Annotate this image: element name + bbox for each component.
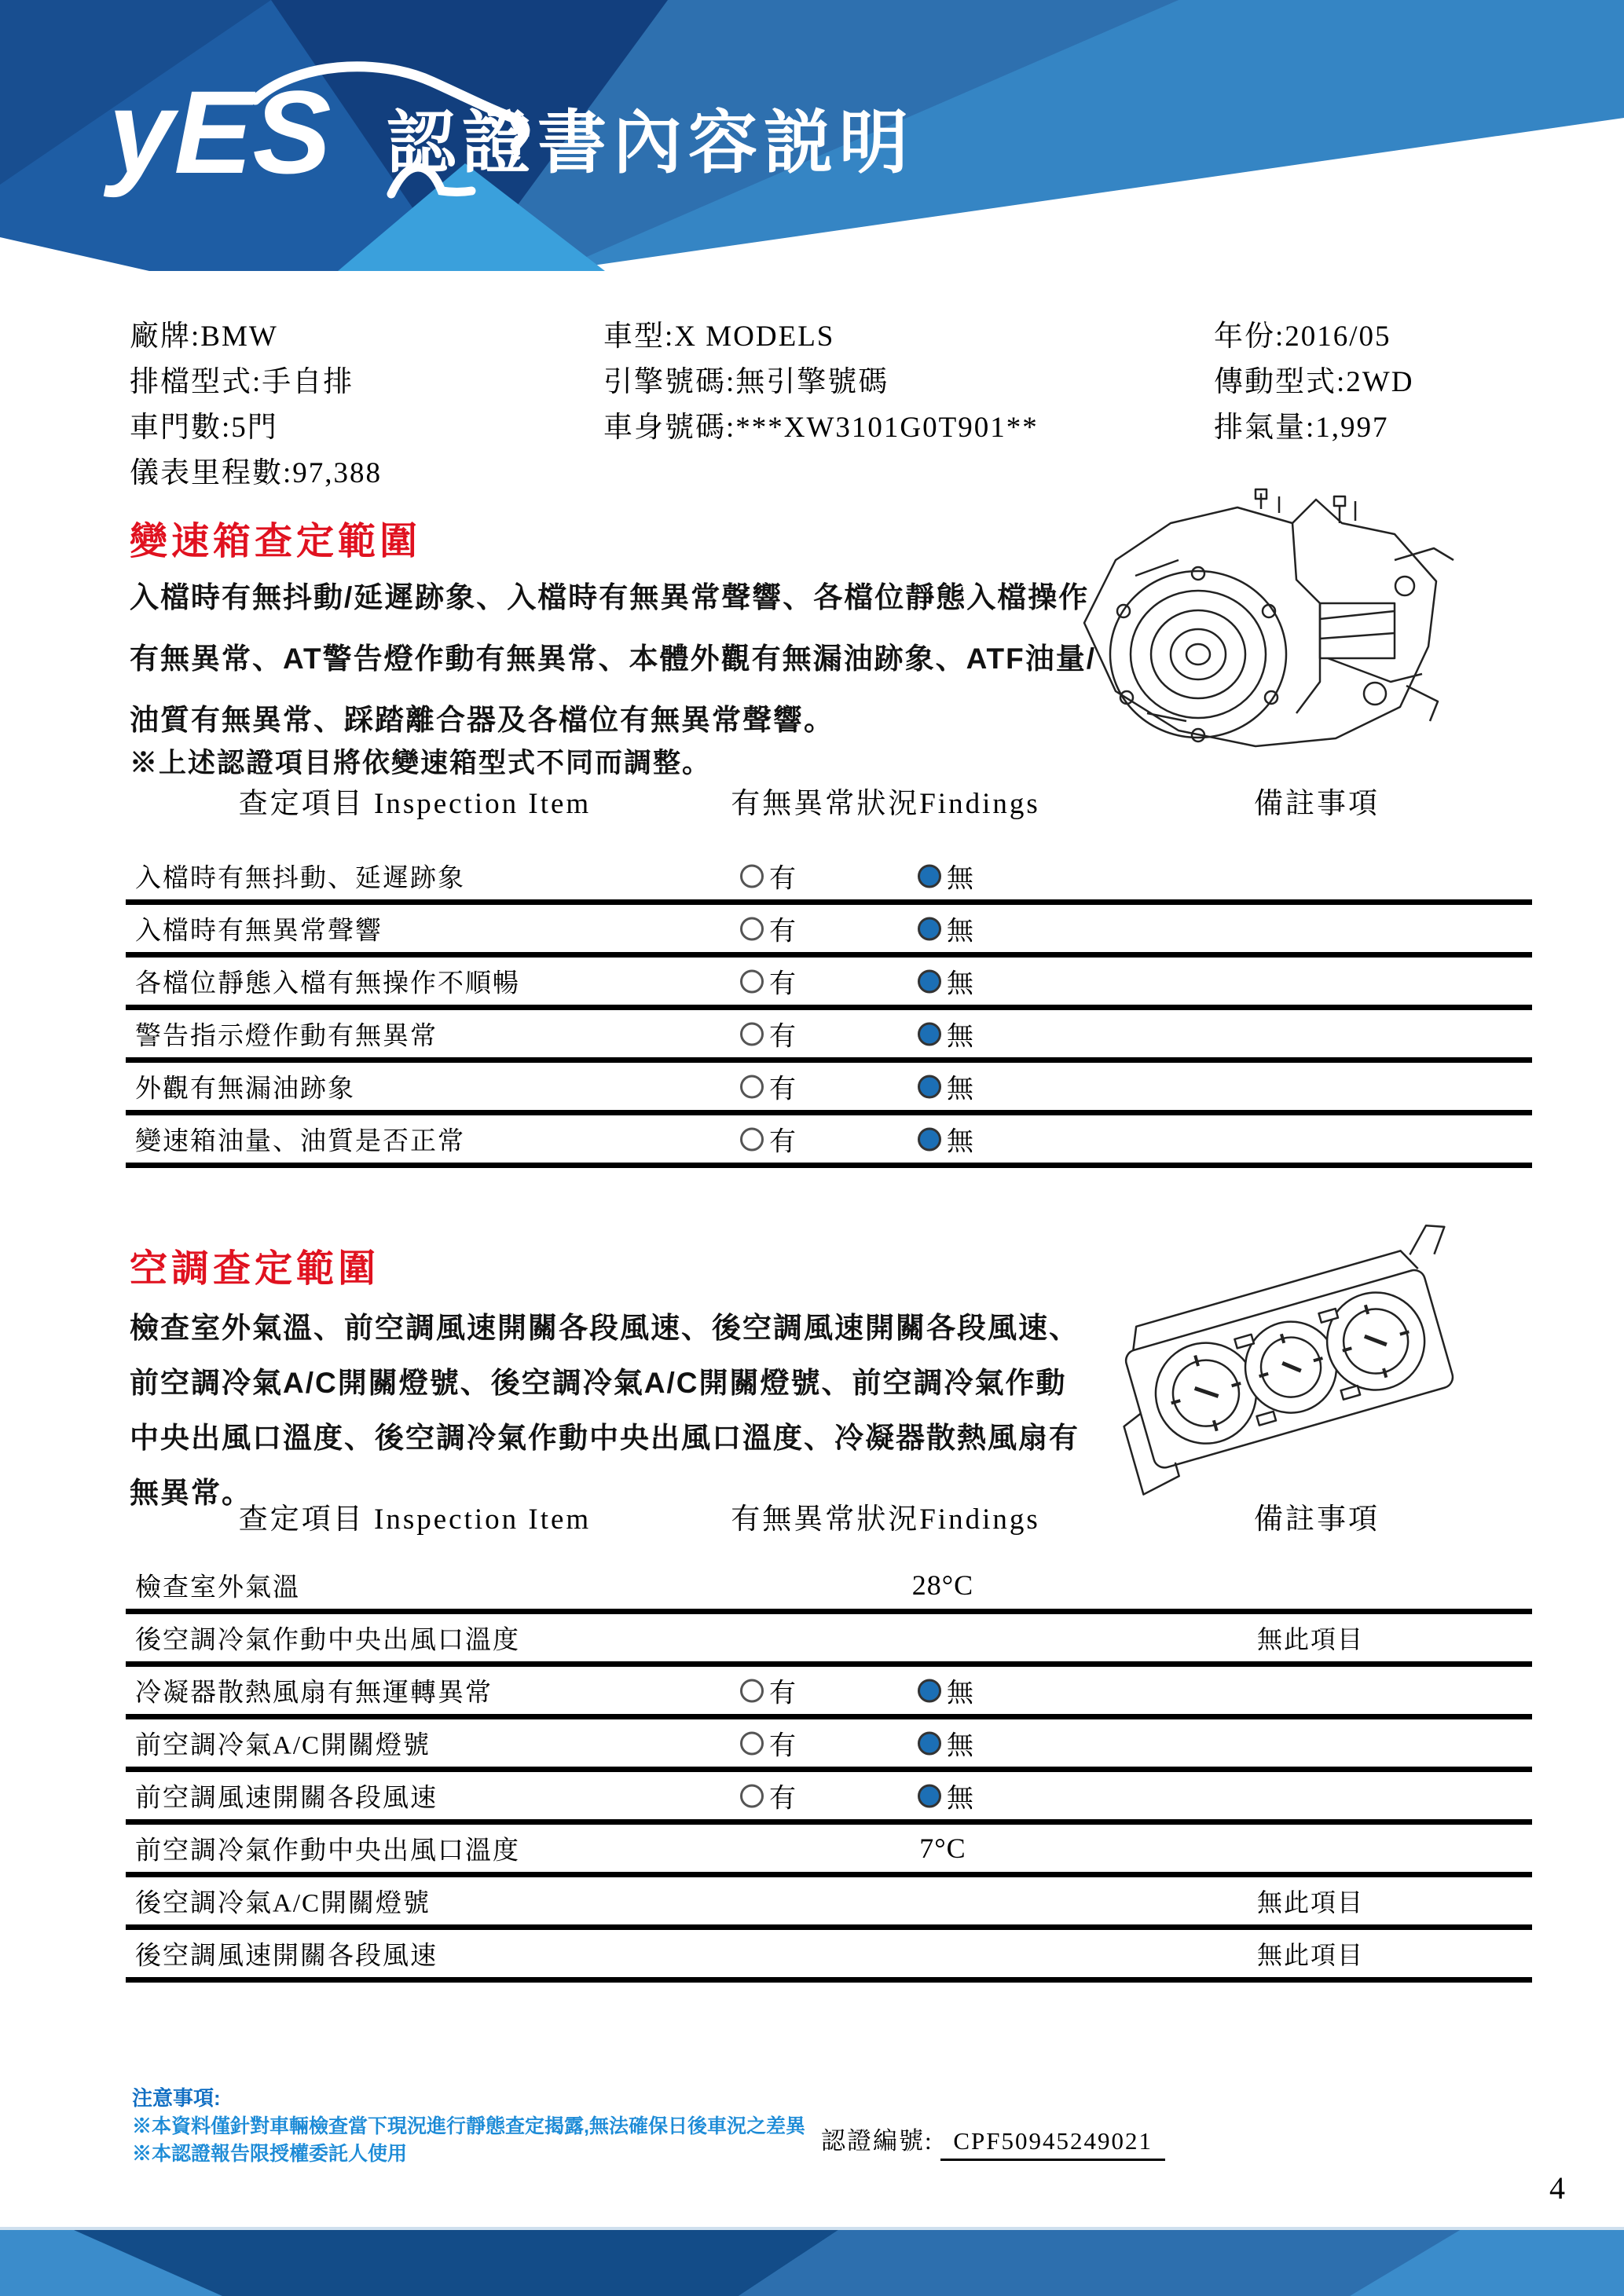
transmission-note: ※上述認證項目將依變速箱型式不同而調整。 xyxy=(130,748,712,778)
table-row xyxy=(126,1772,1532,1825)
radio-option-label: 有 xyxy=(769,864,796,894)
findings-radio-group xyxy=(126,852,1532,899)
radio-option[interactable] xyxy=(918,1015,973,1053)
radio-option-label: 無 xyxy=(947,969,973,999)
table-row xyxy=(126,1719,1532,1772)
row-item-label: 冷凝器散熱風扇有無運轉異常 xyxy=(135,1679,493,1708)
radio-option-label: 無 xyxy=(947,1731,973,1761)
page-title: 認證書內容説明 xyxy=(387,104,915,181)
radio-unselected-icon[interactable] xyxy=(740,1784,764,1807)
yes-logo-text: yES xyxy=(108,66,332,198)
row-item-label: 檢查室外氣溫 xyxy=(135,1573,300,1602)
footer-notes xyxy=(132,2083,805,2168)
vehicle-info-col-3 xyxy=(1214,314,1413,451)
radio-option-label: 有 xyxy=(769,917,796,947)
aircon-table-header xyxy=(126,1495,1532,1542)
radio-option-label: 無 xyxy=(947,1127,973,1157)
col-header-remarks: 備註事項 xyxy=(1254,1503,1380,1536)
text-line: 年份:2016/05 xyxy=(1214,320,1391,353)
radio-option-label: 有 xyxy=(769,1784,796,1814)
row-remark: 無此項目 xyxy=(1257,1625,1365,1653)
text-line: 車門數:5門 xyxy=(130,412,278,444)
table-row xyxy=(126,1667,1532,1719)
radio-option[interactable] xyxy=(740,1067,796,1106)
finding-value: 7°C xyxy=(919,1833,966,1864)
text-line: 廠牌:BMW xyxy=(130,320,278,353)
radio-option[interactable] xyxy=(740,962,796,1001)
radio-option[interactable] xyxy=(918,910,973,948)
radio-option-label: 有 xyxy=(769,1731,796,1761)
row-item-label: 前空調冷氣作動中央出風口溫度 xyxy=(135,1836,520,1866)
radio-unselected-icon[interactable] xyxy=(740,1731,764,1755)
finding-value: 28°C xyxy=(911,1569,974,1601)
radio-option-label: 有 xyxy=(769,1679,796,1708)
radio-option-label: 有 xyxy=(769,1022,796,1052)
radio-unselected-icon[interactable] xyxy=(740,1075,764,1098)
vehicle-info-col-2 xyxy=(603,314,1039,451)
col-header-findings: 有無異常狀況Findings xyxy=(731,1503,1040,1536)
row-item-label: 警告指示燈作動有無異常 xyxy=(135,1022,438,1051)
table-row xyxy=(126,852,1532,905)
transmission-illustration xyxy=(1061,485,1469,756)
radio-selected-icon[interactable] xyxy=(918,1731,941,1755)
table-row xyxy=(126,1930,1532,1983)
transmission-description xyxy=(130,567,1096,751)
table-row xyxy=(126,1614,1532,1667)
vehicle-info-col-1 xyxy=(130,314,382,496)
radio-option[interactable] xyxy=(918,1724,973,1763)
findings-radio-group xyxy=(126,1115,1532,1163)
aircon-section-title: 空調查定範圍 xyxy=(130,1248,380,1290)
row-item-label: 變速箱油量、油質是否正常 xyxy=(135,1127,465,1156)
radio-option-label: 有 xyxy=(769,969,796,999)
radio-option[interactable] xyxy=(740,910,796,948)
table-row xyxy=(126,1063,1532,1115)
text-line: 油質有無異常、踩踏離合器及各檔位有無異常聲響。 xyxy=(130,704,834,736)
page-number: 4 xyxy=(1549,2170,1565,2206)
radio-option-label: 無 xyxy=(947,1679,973,1708)
row-item-label: 外觀有無漏油跡象 xyxy=(135,1075,355,1104)
row-item-label: 後空調冷氣A/C開關燈號 xyxy=(135,1889,431,1918)
text-line: 無異常。 xyxy=(130,1477,252,1509)
text-line: 前空調冷氣A/C開關燈號、後空調冷氣A/C開關燈號、前空調冷氣作動 xyxy=(130,1367,1067,1399)
radio-option[interactable] xyxy=(918,857,973,895)
radio-option-label: 有 xyxy=(769,1075,796,1104)
ac-panel-illustration xyxy=(1088,1214,1489,1496)
radio-unselected-icon[interactable] xyxy=(740,1679,764,1702)
radio-option-label: 無 xyxy=(947,1784,973,1814)
text-line: ※本認證報告限授權委託人使用 xyxy=(132,2143,408,2165)
text-line: 中央出風口溫度、後空調冷氣作動中央出風口溫度、冷凝器散熱風扇有 xyxy=(130,1422,1080,1454)
table-row xyxy=(126,1877,1532,1930)
radio-option[interactable] xyxy=(918,1672,973,1710)
transmission-table xyxy=(126,852,1532,1168)
row-item-label: 後空調冷氣作動中央出風口溫度 xyxy=(135,1626,520,1655)
certificate-number-row xyxy=(821,2121,1165,2161)
radio-option[interactable] xyxy=(740,1672,796,1710)
table-row xyxy=(126,905,1532,958)
text-line: 檢查室外氣溫、前空調風速開關各段風速、後空調風速開關各段風速、 xyxy=(130,1312,1080,1344)
col-header-findings: 有無異常狀況Findings xyxy=(731,788,1040,820)
radio-option[interactable] xyxy=(918,962,973,1001)
radio-selected-icon[interactable] xyxy=(918,1127,941,1151)
radio-selected-icon[interactable] xyxy=(918,969,941,993)
text-line: 有無異常、AT警告燈作動有無異常、本體外觀有無漏油跡象、ATF油量/ xyxy=(130,643,1097,675)
findings-radio-group xyxy=(126,1719,1532,1767)
radio-selected-icon[interactable] xyxy=(918,1679,941,1702)
certificate-number-value: CPF50945249021 xyxy=(940,2127,1165,2161)
radio-unselected-icon[interactable] xyxy=(740,969,764,993)
text-line: 傳動型式:2WD xyxy=(1214,366,1414,398)
row-item-label: 入檔時有無抖動、延遲跡象 xyxy=(135,864,465,893)
radio-unselected-icon[interactable] xyxy=(740,917,764,940)
findings-radio-group xyxy=(126,958,1532,1005)
radio-option-label: 無 xyxy=(947,1075,973,1104)
row-remark: 無此項目 xyxy=(1257,1941,1365,1969)
transmission-section-title: 變速箱查定範圍 xyxy=(130,521,422,562)
col-header-inspection-item: 查定項目 Inspection Item xyxy=(238,788,592,820)
text-line: ※本資料僅針對車輛檢查當下現況進行靜態查定揭露,無法確保日後車況之差異 xyxy=(132,2115,805,2137)
notes-title: 注意事項: xyxy=(132,2086,221,2110)
radio-option[interactable] xyxy=(918,1067,973,1106)
header-banner xyxy=(0,0,1624,271)
text-line: 引擎號碼:無引擎號碼 xyxy=(603,366,889,398)
col-header-remarks: 備註事項 xyxy=(1254,788,1380,820)
findings-radio-group xyxy=(126,1063,1532,1110)
table-row xyxy=(126,1562,1532,1614)
radio-option[interactable] xyxy=(740,857,796,895)
table-row xyxy=(126,1010,1532,1063)
aircon-description xyxy=(130,1301,1080,1521)
radio-selected-icon[interactable] xyxy=(918,864,941,888)
table-row xyxy=(126,1115,1532,1168)
findings-radio-group xyxy=(126,1772,1532,1819)
transmission-table-header xyxy=(126,779,1532,826)
radio-option-label: 有 xyxy=(769,1127,796,1157)
table-row xyxy=(126,958,1532,1010)
text-line: 車身號碼:***XW3101G0T901** xyxy=(603,412,1039,444)
radio-selected-icon[interactable] xyxy=(918,1022,941,1045)
row-item-label: 各檔位靜態入檔有無操作不順暢 xyxy=(135,969,520,998)
text-line: 儀表里程數:97,388 xyxy=(130,457,383,489)
findings-radio-group xyxy=(126,905,1532,952)
radio-option[interactable] xyxy=(918,1120,973,1159)
radio-unselected-icon[interactable] xyxy=(740,1022,764,1045)
text-line: 入檔時有無抖動/延遲跡象、入檔時有無異常聲響、各檔位靜態入檔操作 xyxy=(130,581,1090,613)
radio-unselected-icon[interactable] xyxy=(740,864,764,888)
text-line: 排檔型式:手自排 xyxy=(130,366,354,398)
radio-option[interactable] xyxy=(740,1120,796,1159)
table-row xyxy=(126,1825,1532,1877)
text-line: 排氣量:1,997 xyxy=(1214,412,1389,444)
text-line: 車型:X MODELS xyxy=(603,320,835,353)
radio-selected-icon[interactable] xyxy=(918,917,941,940)
row-remark: 無此項目 xyxy=(1257,1888,1365,1917)
radio-option[interactable] xyxy=(740,1724,796,1763)
radio-option[interactable] xyxy=(918,1777,973,1815)
row-item-label: 前空調冷氣A/C開關燈號 xyxy=(135,1731,431,1760)
radio-option[interactable] xyxy=(740,1777,796,1815)
radio-selected-icon[interactable] xyxy=(918,1784,941,1807)
findings-radio-group xyxy=(126,1010,1532,1057)
radio-option-label: 無 xyxy=(947,864,973,894)
radio-option-label: 無 xyxy=(947,917,973,947)
findings-radio-group xyxy=(126,1667,1532,1714)
row-item-label: 入檔時有無異常聲響 xyxy=(135,917,383,946)
footer-banner-graphic xyxy=(0,2227,1624,2296)
radio-option-label: 無 xyxy=(947,1022,973,1052)
col-header-inspection-item: 查定項目 Inspection Item xyxy=(238,1503,592,1536)
notes-lines xyxy=(132,2113,805,2168)
row-item-label: 後空調風速開關各段風速 xyxy=(135,1942,438,1971)
radio-selected-icon[interactable] xyxy=(918,1075,941,1098)
radio-option[interactable] xyxy=(740,1015,796,1053)
aircon-table xyxy=(126,1562,1532,1983)
row-item-label: 前空調風速開關各段風速 xyxy=(135,1784,438,1813)
radio-unselected-icon[interactable] xyxy=(740,1127,764,1151)
certificate-number-label: 認證編號: xyxy=(821,2127,933,2155)
